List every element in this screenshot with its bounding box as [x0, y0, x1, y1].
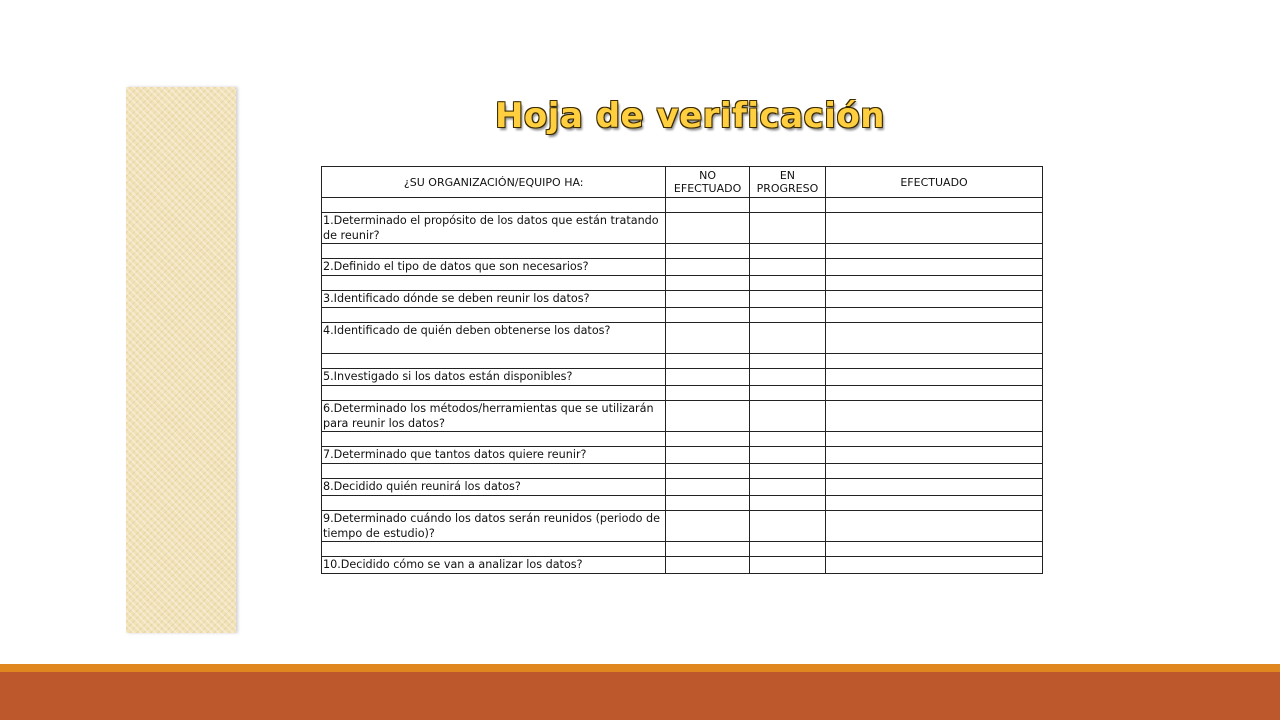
empty-cell — [749, 432, 825, 447]
verification-checklist-table — [321, 166, 1043, 574]
not-done-cell[interactable] — [666, 479, 749, 496]
question-text: 4.Identificado de quién deben obtenerse los datos? — [322, 323, 666, 354]
spacer-row — [322, 464, 1043, 479]
header-not-done: NO EFECTUADO — [666, 167, 749, 198]
empty-cell — [826, 276, 1043, 291]
question-text: 6.Determinado los métodos/herramientas que se utilizarán para reunir los datos? — [322, 401, 666, 432]
empty-cell — [322, 496, 666, 511]
empty-cell — [749, 386, 825, 401]
table-row — [322, 213, 1043, 244]
empty-cell — [826, 386, 1043, 401]
spacer-row — [322, 354, 1043, 369]
not-done-cell[interactable] — [666, 323, 749, 354]
empty-cell — [826, 542, 1043, 557]
spacer-row — [322, 308, 1043, 323]
empty-cell — [749, 354, 825, 369]
empty-cell — [322, 386, 666, 401]
in-progress-cell[interactable] — [749, 479, 825, 496]
empty-cell — [322, 432, 666, 447]
done-cell[interactable] — [826, 511, 1043, 542]
spacer-row — [322, 198, 1043, 213]
empty-cell — [322, 542, 666, 557]
empty-cell — [749, 464, 825, 479]
header-in-progress: EN PROGRESO — [749, 167, 825, 198]
decorative-side-strip — [126, 87, 236, 633]
done-cell[interactable] — [826, 447, 1043, 464]
empty-cell — [826, 432, 1043, 447]
in-progress-cell[interactable] — [749, 323, 825, 354]
table-header-row — [322, 167, 1043, 198]
question-text: 5.Investigado si los datos están disponibles? — [322, 369, 666, 386]
table-row — [322, 511, 1043, 542]
question-text: 1.Determinado el propósito de los datos que están tratando de reunir? — [322, 213, 666, 244]
question-text: 2.Definido el tipo de datos que son necesarios? — [322, 259, 666, 276]
empty-cell — [666, 386, 749, 401]
empty-cell — [826, 244, 1043, 259]
done-cell[interactable] — [826, 369, 1043, 386]
empty-cell — [322, 354, 666, 369]
empty-cell — [826, 496, 1043, 511]
not-done-cell[interactable] — [666, 259, 749, 276]
not-done-cell[interactable] — [666, 511, 749, 542]
table-row — [322, 369, 1043, 386]
empty-cell — [666, 464, 749, 479]
empty-cell — [666, 542, 749, 557]
question-text: 9.Determinado cuándo los datos serán reunidos (periodo de tiempo de estudio)? — [322, 511, 666, 542]
empty-cell — [666, 276, 749, 291]
empty-cell — [322, 308, 666, 323]
in-progress-cell[interactable] — [749, 259, 825, 276]
in-progress-cell[interactable] — [749, 557, 825, 574]
question-text: 10.Decidido cómo se van a analizar los datos? — [322, 557, 666, 574]
in-progress-cell[interactable] — [749, 213, 825, 244]
table-row — [322, 557, 1043, 574]
empty-cell — [749, 542, 825, 557]
empty-cell — [666, 432, 749, 447]
done-cell[interactable] — [826, 213, 1043, 244]
in-progress-cell[interactable] — [749, 369, 825, 386]
spacer-row — [322, 386, 1043, 401]
table-row — [322, 323, 1043, 354]
empty-cell — [666, 354, 749, 369]
done-cell[interactable] — [826, 323, 1043, 354]
empty-cell — [826, 464, 1043, 479]
in-progress-cell[interactable] — [749, 291, 825, 308]
not-done-cell[interactable] — [666, 291, 749, 308]
empty-cell — [749, 244, 825, 259]
in-progress-cell[interactable] — [749, 447, 825, 464]
empty-cell — [322, 464, 666, 479]
not-done-cell[interactable] — [666, 401, 749, 432]
slide-title: Hoja de verificación — [494, 96, 886, 136]
not-done-cell[interactable] — [666, 447, 749, 464]
done-cell[interactable] — [826, 259, 1043, 276]
table-row — [322, 479, 1043, 496]
not-done-cell[interactable] — [666, 369, 749, 386]
empty-cell — [666, 308, 749, 323]
spacer-row — [322, 496, 1043, 511]
header-done: EFECTUADO — [826, 167, 1043, 198]
empty-cell — [666, 244, 749, 259]
empty-cell — [749, 276, 825, 291]
empty-cell — [749, 308, 825, 323]
empty-cell — [666, 496, 749, 511]
empty-cell — [322, 198, 666, 213]
table-row — [322, 259, 1043, 276]
empty-cell — [826, 198, 1043, 213]
not-done-cell[interactable] — [666, 213, 749, 244]
empty-cell — [826, 308, 1043, 323]
empty-cell — [749, 198, 825, 213]
done-cell[interactable] — [826, 401, 1043, 432]
empty-cell — [322, 276, 666, 291]
done-cell[interactable] — [826, 479, 1043, 496]
in-progress-cell[interactable] — [749, 401, 825, 432]
question-text: 7.Determinado que tantos datos quiere reunir? — [322, 447, 666, 464]
footer-bar — [0, 672, 1280, 720]
empty-cell — [826, 354, 1043, 369]
in-progress-cell[interactable] — [749, 511, 825, 542]
empty-cell — [666, 198, 749, 213]
done-cell[interactable] — [826, 291, 1043, 308]
question-text: 8.Decidido quién reunirá los datos? — [322, 479, 666, 496]
table-row — [322, 401, 1043, 432]
footer-accent-line — [0, 664, 1280, 672]
spacer-row — [322, 276, 1043, 291]
empty-cell — [749, 496, 825, 511]
spacer-row — [322, 244, 1043, 259]
header-question: ¿SU ORGANIZACIÓN/EQUIPO HA: — [322, 167, 666, 198]
question-text: 3.Identificado dónde se deben reunir los datos? — [322, 291, 666, 308]
not-done-cell[interactable] — [666, 557, 749, 574]
spacer-row — [322, 432, 1043, 447]
empty-cell — [322, 244, 666, 259]
table-row — [322, 447, 1043, 464]
done-cell[interactable] — [826, 557, 1043, 574]
table-row — [322, 291, 1043, 308]
spacer-row — [322, 542, 1043, 557]
